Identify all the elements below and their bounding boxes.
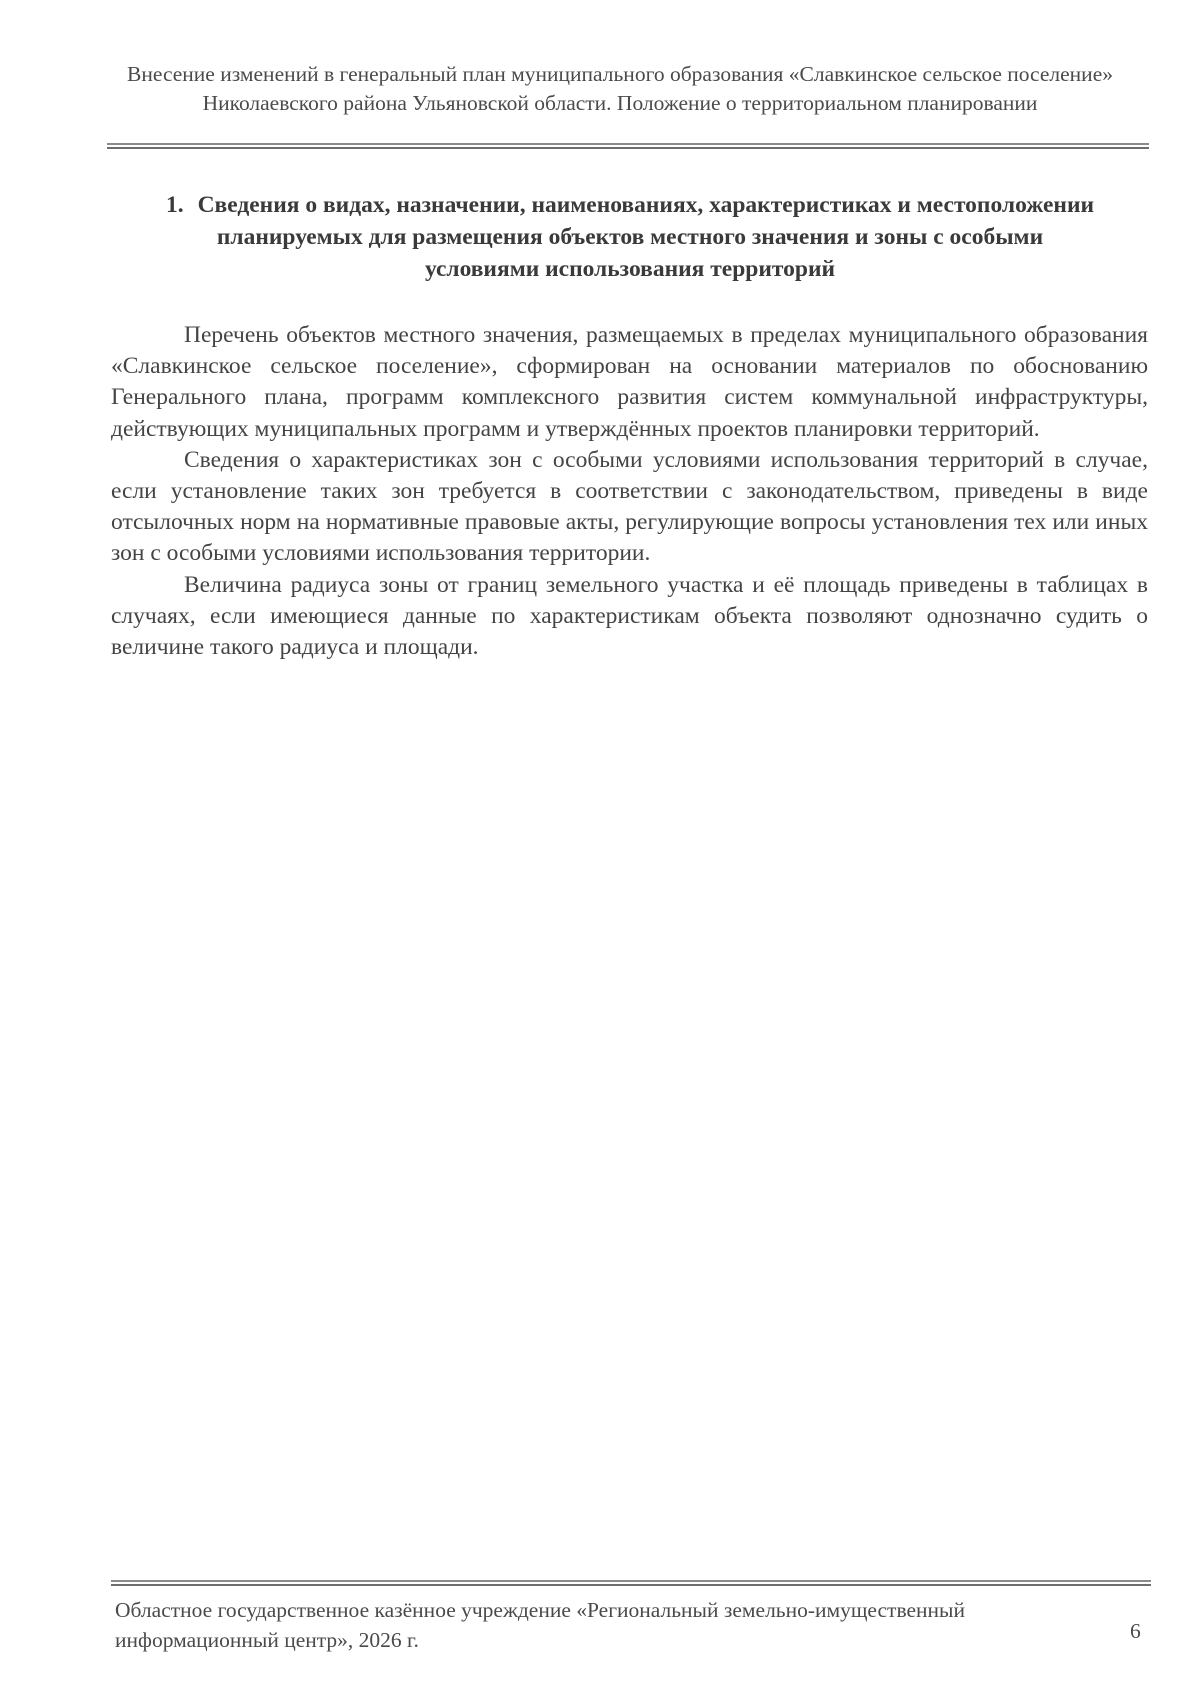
paragraph: Величина радиуса зоны от границ земельного участка и её площадь приведены в таблицах в случаях, если имеющиеся данные по характеристикам объекта позволяют однозначно судить о величине такого радиуса и площади. bbox=[111, 571, 1148, 661]
footer-divider bbox=[111, 1580, 1151, 1586]
section-heading bbox=[160, 189, 1100, 285]
body-text bbox=[111, 320, 1148, 663]
paragraph: Сведения о характеристиках зон с особыми условиями использования территорий в случае, если установление таких зон требуется в соответствии с законодательством, приведены в виде отсылочных норм на нормативные правовые акты, регулирующие вопросы установления тех или иных зон с особыми условиями использования территории. bbox=[111, 446, 1148, 567]
section-number: 1. bbox=[165, 192, 184, 218]
page-number: 6 bbox=[1130, 1619, 1141, 1643]
paragraph: Перечень объектов местного значения, размещаемых в пределах муниципального образования «Славкинское сельское поселение», сформирован на основании материалов по обоснованию Генерального плана, программ комплексного развития систем коммунальной инфраструктуры, действующих муниципальных программ и утверждённых проектов планировки территорий. bbox=[111, 322, 1148, 442]
page-footer: Областное государственное казённое учреждение «Региональный земельно-имущественный информационный центр», 2026 г. bbox=[115, 1598, 965, 1652]
header-divider bbox=[107, 143, 1149, 149]
page-header: Внесение изменений в генеральный план муниципального образования «Славкинское сельское поселение» Николаевского района Ульяновской области. Положение о территориальном планировании bbox=[127, 62, 1113, 115]
section-title: Сведения о видах, назначении, наименованиях, характеристиках и местоположении планируемых для размещения объектов местного значения и зоны с особыми условиями использования территорий bbox=[197, 192, 1095, 282]
